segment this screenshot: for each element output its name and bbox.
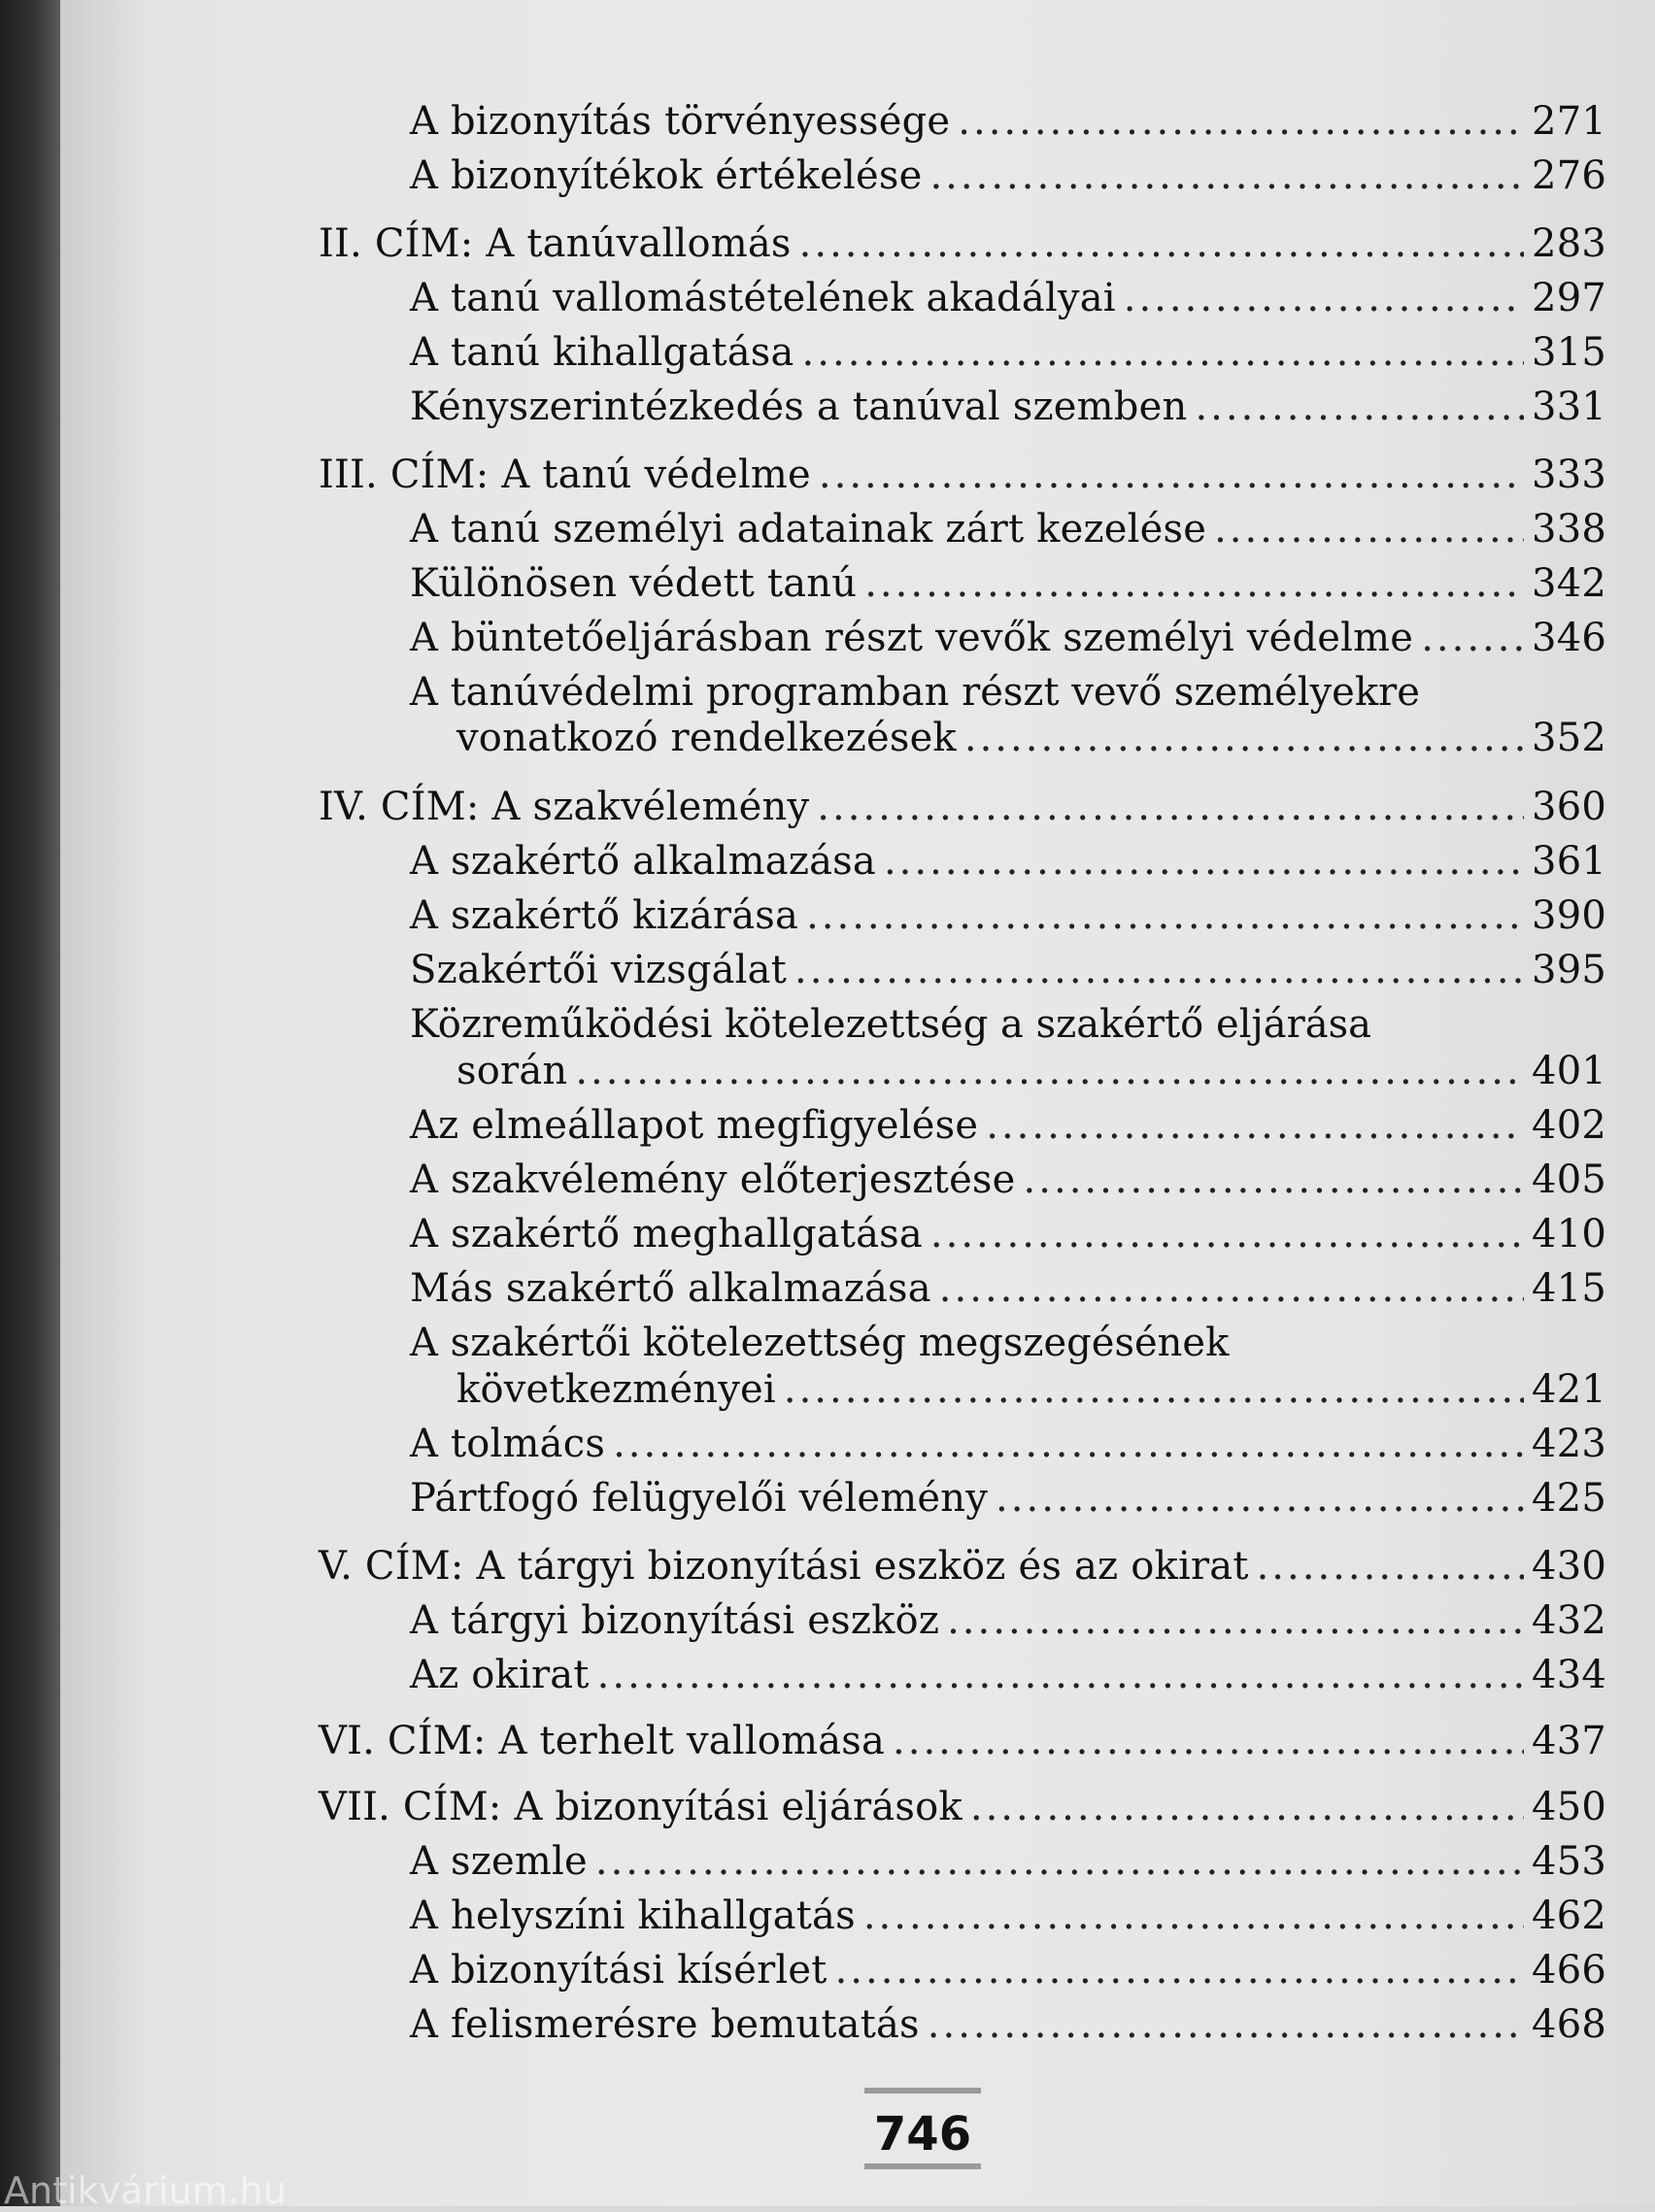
toc-entry xyxy=(410,839,1606,884)
toc-entry xyxy=(410,1598,1606,1643)
toc-entry xyxy=(410,616,1606,660)
toc-section-heading xyxy=(319,1785,1606,1829)
toc-entry xyxy=(410,1653,1606,1697)
toc-page-number: 361 xyxy=(1532,839,1606,884)
toc-entry-title: II. CÍM: A tanúvallomás xyxy=(319,221,792,266)
watermark: Antikvárium.hu xyxy=(4,2169,287,2212)
toc-entry-title-line1: Közreműködési kötelezettség a szakértő eljárása xyxy=(410,1002,1371,1047)
toc-entry-title: során xyxy=(456,1049,568,1093)
toc-entry xyxy=(410,153,1606,198)
toc-entry-title: A tárgyi bizonyítási eszköz xyxy=(410,1598,940,1643)
toc-entry xyxy=(410,330,1606,375)
toc-entry xyxy=(410,561,1606,606)
page-number: 746 xyxy=(873,2107,972,2162)
toc-leader-dots xyxy=(970,1785,1524,1829)
toc-entry-title: Különösen védett tanú xyxy=(410,561,858,606)
toc-entry-title: A bizonyítási kísérlet xyxy=(410,1948,828,1993)
toc-page-number: 468 xyxy=(1532,2002,1606,2047)
toc-entry xyxy=(456,716,1606,760)
toc-leader-dots xyxy=(1024,1157,1525,1202)
toc-leader-dots xyxy=(575,1049,1524,1093)
toc-page-number: 360 xyxy=(1532,785,1606,829)
toc-entry xyxy=(410,1476,1606,1521)
toc-entry xyxy=(410,948,1606,992)
toc-entry xyxy=(410,2002,1606,2047)
toc-page-number: 271 xyxy=(1532,99,1606,144)
toc-leader-dots xyxy=(996,1476,1524,1521)
toc-entry-title: III. CÍM: A tanú védelme xyxy=(319,452,811,497)
toc-leader-dots xyxy=(884,839,1524,884)
toc-entry-title: A tanú kihallgatása xyxy=(410,330,794,375)
toc-leader-dots xyxy=(964,716,1524,760)
toc-leader-dots xyxy=(595,1839,1524,1884)
toc-page-number: 423 xyxy=(1532,1422,1606,1466)
toc-entry-title: A tolmács xyxy=(410,1422,606,1466)
toc-leader-dots xyxy=(986,1103,1524,1148)
toc-entry xyxy=(410,1894,1606,1938)
toc-entry xyxy=(410,1157,1606,1202)
toc-entry-title: A szakvélemény előterjesztése xyxy=(410,1157,1016,1202)
toc-leader-dots xyxy=(958,99,1524,144)
toc-section-heading xyxy=(319,1544,1606,1589)
toc-leader-dots xyxy=(806,893,1524,938)
toc-entry-title: következményei xyxy=(456,1367,776,1412)
toc-section-heading xyxy=(319,452,1606,497)
toc-entry-title: A szakértő kizárása xyxy=(410,893,799,938)
toc-leader-dots xyxy=(597,1653,1524,1697)
toc-leader-dots xyxy=(939,1266,1524,1311)
toc-leader-dots xyxy=(1257,1544,1524,1589)
toc-leader-dots xyxy=(1214,507,1524,552)
toc-entry-title: Pártfogó felügyelői vélemény xyxy=(410,1476,989,1521)
toc-page-number: 390 xyxy=(1532,893,1606,938)
toc-entry-title: A tanú vallomástételének akadályai xyxy=(410,276,1116,320)
toc-leader-dots xyxy=(817,785,1524,829)
footer-rule-top xyxy=(864,2088,981,2094)
toc-entry-title: Az elmeállapot megfigyelése xyxy=(410,1103,979,1148)
toc-entry-title: IV. CÍM: A szakvélemény xyxy=(319,785,810,829)
toc-leader-dots xyxy=(930,1212,1524,1257)
toc-entry-title: vonatkozó rendelkezések xyxy=(456,716,957,760)
toc-leader-dots xyxy=(784,1367,1524,1412)
toc-leader-dots xyxy=(928,2002,1524,2047)
toc-page-number: 432 xyxy=(1532,1598,1606,1643)
toc-leader-dots xyxy=(929,153,1524,198)
toc-entry-title: A helyszíni kihallgatás xyxy=(410,1894,856,1938)
toc-page-number: 430 xyxy=(1532,1544,1606,1589)
toc-leader-dots xyxy=(613,1422,1524,1466)
toc-entry xyxy=(410,276,1606,320)
table-of-contents xyxy=(60,0,1655,2206)
toc-page-number: 352 xyxy=(1532,716,1606,760)
toc-entry-title: A bizonyítás törvényessége xyxy=(410,99,951,144)
toc-section-heading xyxy=(319,785,1606,829)
toc-page-number: 453 xyxy=(1532,1839,1606,1884)
toc-leader-dots xyxy=(1421,616,1524,660)
toc-leader-dots xyxy=(799,221,1524,266)
toc-page-number: 462 xyxy=(1532,1894,1606,1938)
toc-page-number: 421 xyxy=(1532,1367,1606,1412)
footer-rule-bottom xyxy=(864,2163,981,2169)
toc-entry-title: A büntetőeljárásban részt vevők személyi védelme xyxy=(410,616,1414,660)
toc-page-number: 342 xyxy=(1532,561,1606,606)
toc-page-number: 297 xyxy=(1532,276,1606,320)
toc-leader-dots xyxy=(864,561,1524,606)
toc-leader-dots xyxy=(863,1894,1524,1938)
toc-entry xyxy=(410,1266,1606,1311)
toc-leader-dots xyxy=(802,330,1525,375)
toc-entry-title: VI. CÍM: A terhelt vallomása xyxy=(319,1719,886,1763)
toc-leader-dots xyxy=(893,1719,1524,1763)
toc-entry xyxy=(410,507,1606,552)
toc-page-number: 410 xyxy=(1532,1212,1606,1257)
toc-page-number: 405 xyxy=(1532,1157,1606,1202)
toc-page-number: 425 xyxy=(1532,1476,1606,1521)
toc-entry xyxy=(410,99,1606,144)
toc-page-number: 434 xyxy=(1532,1653,1606,1697)
toc-entry xyxy=(456,1049,1606,1093)
toc-page-number: 283 xyxy=(1532,221,1606,266)
toc-page-number: 402 xyxy=(1532,1103,1606,1148)
toc-entry-title: Más szakértő alkalmazása xyxy=(410,1266,931,1311)
toc-entry xyxy=(456,1367,1606,1412)
toc-entry-title: A felismerésre bemutatás xyxy=(410,2002,920,2047)
toc-entry-title: Kényszerintézkedés a tanúval szemben xyxy=(410,385,1188,429)
toc-page-number: 331 xyxy=(1532,385,1606,429)
toc-entry xyxy=(410,1103,1606,1148)
toc-entry-title: VII. CÍM: A bizonyítási eljárások xyxy=(319,1785,963,1829)
toc-entry xyxy=(410,1212,1606,1257)
toc-leader-dots xyxy=(794,948,1524,992)
toc-entry xyxy=(410,1422,1606,1466)
toc-page-number: 401 xyxy=(1532,1049,1606,1093)
book-page xyxy=(60,0,1655,2206)
toc-entry xyxy=(410,893,1606,938)
toc-entry-title-line1: A szakértői kötelezettség megszegésének xyxy=(410,1321,1230,1365)
toc-entry-title: A tanú személyi adatainak zárt kezelése xyxy=(410,507,1207,552)
toc-entry-title: Az okirat xyxy=(410,1653,590,1697)
toc-entry-title: A szakértő alkalmazása xyxy=(410,839,876,884)
toc-page-number: 466 xyxy=(1532,1948,1606,1993)
toc-section-heading xyxy=(319,1719,1606,1763)
toc-entry xyxy=(410,1839,1606,1884)
toc-leader-dots xyxy=(835,1948,1524,1993)
toc-entry-title: A bizonyítékok értékelése xyxy=(410,153,923,198)
toc-entry-title: Szakértői vizsgálat xyxy=(410,948,787,992)
toc-page-number: 338 xyxy=(1532,507,1606,552)
toc-page-number: 276 xyxy=(1532,153,1606,198)
toc-entry-title: V. CÍM: A tárgyi bizonyítási eszköz és az okirat xyxy=(319,1544,1249,1589)
toc-leader-dots xyxy=(819,452,1524,497)
toc-entry-title: A szakértő meghallgatása xyxy=(410,1212,923,1257)
toc-leader-dots xyxy=(1195,385,1524,429)
book-spine-shadow xyxy=(0,0,60,2206)
toc-page-number: 437 xyxy=(1532,1719,1606,1763)
toc-entry xyxy=(410,385,1606,429)
toc-page-number: 346 xyxy=(1532,616,1606,660)
toc-page-number: 315 xyxy=(1532,330,1606,375)
toc-page-number: 333 xyxy=(1532,452,1606,497)
toc-leader-dots xyxy=(1124,276,1524,320)
toc-entry-title: A szemle xyxy=(410,1839,588,1884)
toc-entry-title-line1: A tanúvédelmi programban részt vevő személyekre xyxy=(410,670,1420,715)
toc-page-number: 450 xyxy=(1532,1785,1606,1829)
toc-leader-dots xyxy=(947,1598,1524,1643)
toc-page-number: 395 xyxy=(1532,948,1606,992)
toc-section-heading xyxy=(319,221,1606,266)
toc-page-number: 415 xyxy=(1532,1266,1606,1311)
toc-entry xyxy=(410,1948,1606,1993)
